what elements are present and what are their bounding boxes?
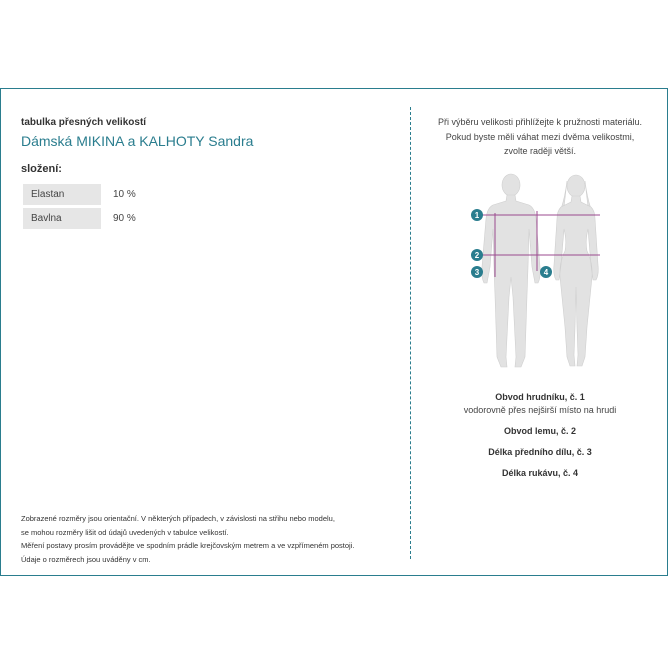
female-silhouette — [554, 175, 599, 366]
marker-4 — [540, 266, 552, 278]
material-percent: 10 % — [113, 189, 136, 200]
product-title: Dámská MIKINA a KALHOTY Sandra — [21, 133, 254, 149]
composition-table — [23, 181, 173, 232]
material-name: Elastan — [23, 184, 101, 205]
advice-line: Pokud byste měli váhat mezi dvěma velikostmi, — [445, 131, 635, 142]
legend-hem-title: Obvod lemu, č. 2 — [503, 426, 577, 436]
left-column — [21, 89, 401, 575]
marker-label: 3 — [474, 268, 480, 277]
marker-label: 2 — [474, 251, 480, 260]
note-line: Zobrazené rozměry jsou orientační. V některých případech, v závislosti na střihu nebo modelu, — [21, 514, 335, 523]
sizing-advice — [411, 115, 669, 159]
composition-heading: složení: — [21, 163, 62, 175]
material-percent: 90 % — [113, 213, 136, 224]
measurement-notes — [21, 512, 354, 566]
male-silhouette — [482, 174, 541, 367]
advice-line: Při výběru velikosti přihlížejte k pružnosti materiálu. — [437, 117, 643, 127]
measurement-legend — [411, 391, 669, 480]
note-line: Údaje o rozměrech jsou uváděny v cm. — [21, 554, 151, 564]
chart-subtitle: tabulka přesných velikostí — [21, 117, 147, 128]
right-column — [411, 89, 669, 575]
note-line: Měření postavy prosím provádějte ve spodním prádle krejčovským metrem a ve vzpřímeném postoji. — [21, 541, 355, 550]
legend-sleeve-length-title: Délka rukávu, č. 4 — [501, 468, 579, 478]
marker-3 — [471, 266, 483, 278]
marker-1 — [471, 209, 483, 221]
advice-line: zvolte raději větší. — [503, 146, 577, 156]
composition-row — [23, 184, 173, 205]
marker-label: 4 — [543, 268, 549, 277]
legend-chest-title: Obvod hrudníku, č. 1 — [495, 392, 585, 402]
marker-label: 1 — [474, 211, 480, 220]
body-measurement-figures — [461, 167, 621, 372]
legend-chest-desc: vodorovně přes nejširší místo na hrudi — [463, 405, 617, 415]
material-name: Bavlna — [23, 208, 101, 229]
marker-2 — [471, 249, 483, 261]
note-line: se mohou rozměry lišit od údajů uvedených v tabulce velikostí. — [21, 527, 229, 537]
legend-front-length-title: Délka předního dílu, č. 3 — [488, 447, 592, 457]
composition-row — [23, 208, 173, 229]
size-chart-card — [0, 88, 668, 576]
